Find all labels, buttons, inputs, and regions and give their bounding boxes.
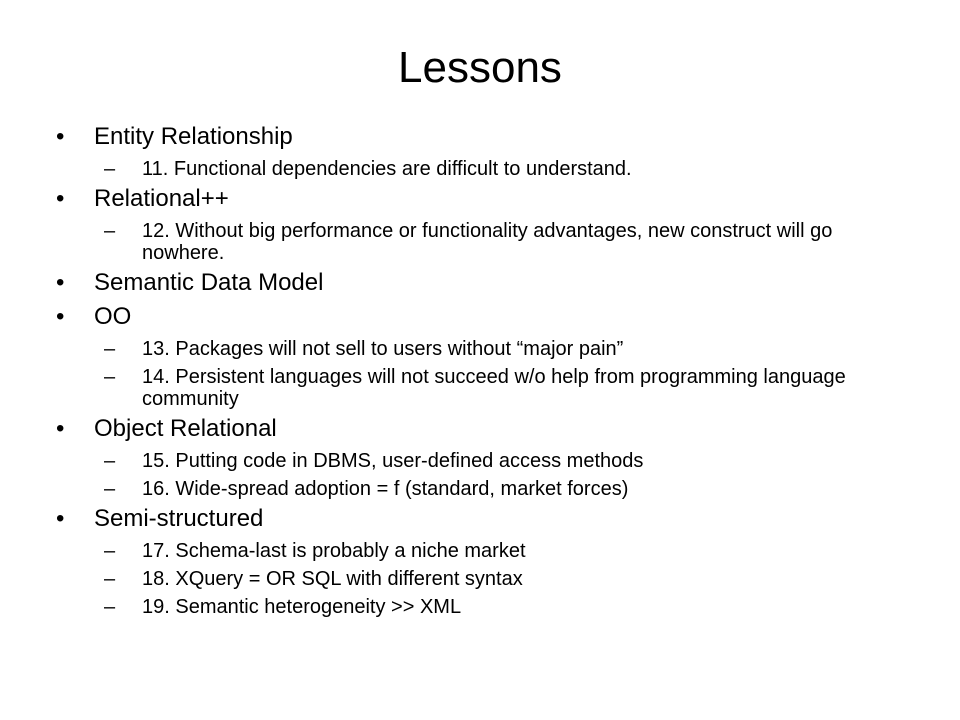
bullet-relational-plus-plus [56,184,916,214]
bullet-label: Semantic Data Model [94,269,324,296]
dash-icon: – [104,366,116,388]
bullet-icon: • [56,123,65,150]
bullet-label: Object Relational [94,415,277,442]
sub-bullet-text: 16. Wide-spread adoption = f (standard, market forces) [142,478,629,500]
bullet-label: OO [94,303,132,330]
sub-bullet-19 [56,596,916,618]
dash-icon: – [104,540,116,562]
bullet-semi-structured [56,504,916,534]
sub-bullet-18 [56,568,916,590]
dash-icon: – [104,158,116,180]
sub-bullet-text: 19. Semantic heterogeneity >> XML [142,596,462,618]
bullet-icon: • [56,505,65,532]
bullet-label: Entity Relationship [94,123,293,150]
sub-bullet-text: 15. Putting code in DBMS, user-defined access methods [142,450,644,472]
sub-bullet-15 [56,450,916,472]
sub-bullet-text: 11. Functional dependencies are difficult to understand. [142,158,632,180]
sub-bullet-11 [56,158,916,180]
dash-icon: – [104,450,116,472]
bullet-semantic-data-model [56,268,916,298]
bullet-object-relational [56,414,916,444]
bullet-oo [56,302,916,332]
sub-bullet-14 [56,366,916,410]
sub-bullet-12 [56,220,916,264]
bullet-icon: • [56,415,65,442]
bullet-icon: • [56,269,65,296]
bullet-list [56,118,916,618]
sub-bullet-text: 14. Persistent languages will not succeed w/o help from programming language community [142,366,846,410]
bullet-icon: • [56,185,65,212]
dash-icon: – [104,220,116,242]
bullet-entity-relationship [56,122,916,152]
sub-bullet-text: 17. Schema-last is probably a niche market [142,540,526,562]
slide-title: Lessons [398,43,562,92]
sub-bullet-16 [56,478,916,500]
sub-bullet-text: 13. Packages will not sell to users without “major pain” [142,338,624,360]
sub-bullet-17 [56,540,916,562]
bullet-label: Relational++ [94,185,229,212]
bullet-icon: • [56,303,65,330]
sub-bullet-13 [56,338,916,360]
dash-icon: – [104,338,116,360]
sub-bullet-text: 12. Without big performance or functionality advantages, new construct will go nowhere. [142,220,833,264]
sub-bullet-text: 18. XQuery = OR SQL with different syntax [142,568,523,590]
dash-icon: – [104,596,116,618]
dash-icon: – [104,478,116,500]
bullet-label: Semi-structured [94,505,264,532]
dash-icon: – [104,568,116,590]
